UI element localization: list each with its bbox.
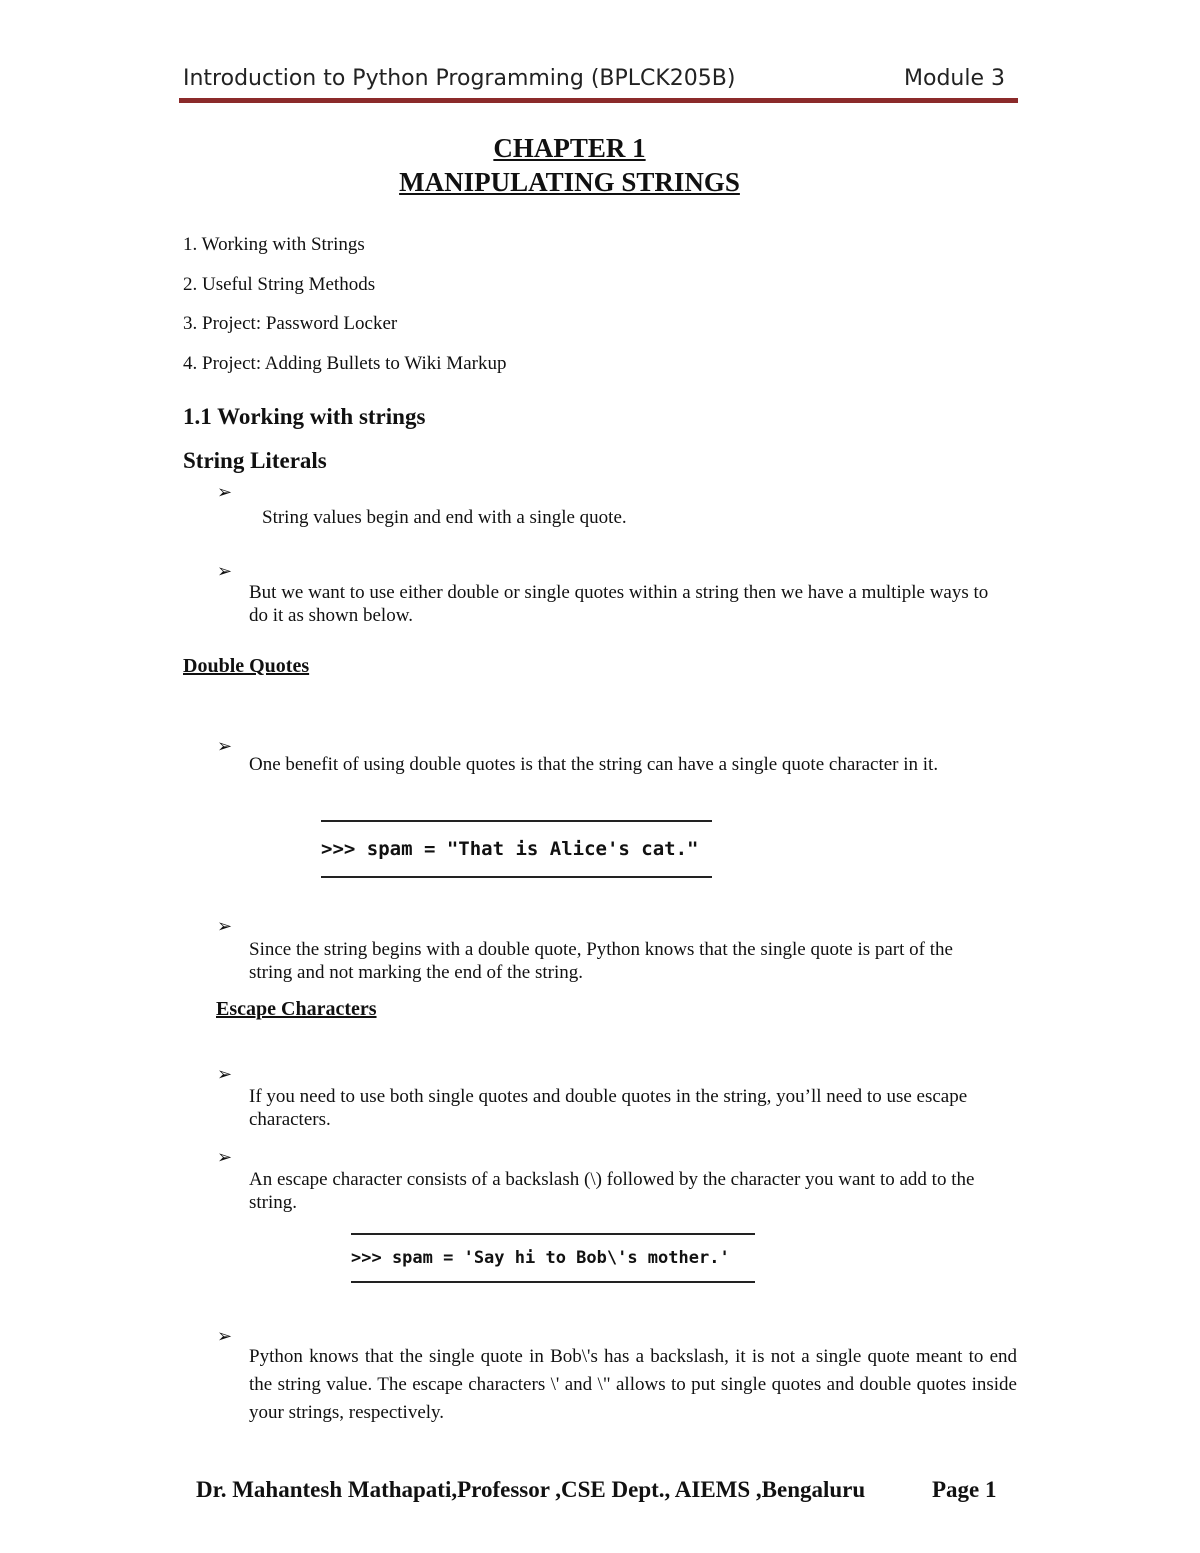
- toc-item: 1. Working with Strings: [183, 234, 365, 255]
- bullet-text: Python knows that the single quote in Bob\'s has a backslash, it is not a single quote meant to end the string value. The escape characters \' and \" allows to put single quotes and double quotes inside your strings, respectively.: [249, 1346, 1017, 1423]
- chapter-title: MANIPULATING STRINGS: [399, 167, 740, 197]
- toc-item: 4. Project: Adding Bullets to Wiki Markup: [183, 353, 507, 374]
- code-text: >>> spam = "That is Alice's cat.": [321, 838, 699, 860]
- toc-item: 3. Project: Password Locker: [183, 313, 398, 334]
- code-sample: [351, 1233, 755, 1283]
- header-module: Module 3: [904, 66, 1005, 91]
- bullet-text: An escape character consists of a backslash (\) followed by the character you want to add to the string.: [249, 1169, 975, 1213]
- chapter-number: CHAPTER 1: [493, 133, 646, 163]
- header-title: Introduction to Python Programming (BPLCK205B): [183, 66, 736, 91]
- page-number: Page 1: [932, 1477, 997, 1502]
- bullet-arrow-icon: ➢: [217, 916, 233, 937]
- bullet-text: But we want to use either double or single quotes within a string then we have a multiple ways to do it as shown below.: [249, 582, 989, 626]
- footer-author: Dr. Mahantesh Mathapati,Professor ,CSE Dept., AIEMS ,Bengaluru: [196, 1477, 866, 1502]
- bullet-arrow-icon: ➢: [217, 1147, 233, 1168]
- code-sample: [321, 820, 712, 878]
- bullet-arrow-icon: ➢: [217, 1326, 233, 1347]
- escape-characters-heading: Escape Characters: [216, 998, 377, 1020]
- bullet-text: One benefit of using double quotes is that the string can have a single quote character in it.: [249, 754, 939, 775]
- section-heading: 1.1 Working with strings: [183, 404, 426, 429]
- toc-item: 2. Useful String Methods: [183, 274, 376, 295]
- bullet-text: String values begin and end with a single quote.: [262, 507, 627, 528]
- header-rule: [179, 98, 1018, 103]
- bullet-arrow-icon: ➢: [217, 736, 233, 757]
- subsection-heading: String Literals: [183, 448, 327, 473]
- bullet-text: Since the string begins with a double quote, Python knows that the single quote is part of the string and not marking the end of the string.: [249, 939, 953, 983]
- code-text: >>> spam = 'Say hi to Bob\'s mother.': [351, 1248, 730, 1268]
- bullet-text: If you need to use both single quotes and double quotes in the string, you’ll need to use escape characters.: [249, 1086, 968, 1130]
- bullet-arrow-icon: ➢: [217, 482, 233, 503]
- bullet-arrow-icon: ➢: [217, 1064, 233, 1085]
- bullet-arrow-icon: ➢: [217, 561, 233, 582]
- double-quotes-heading: Double Quotes: [183, 655, 310, 677]
